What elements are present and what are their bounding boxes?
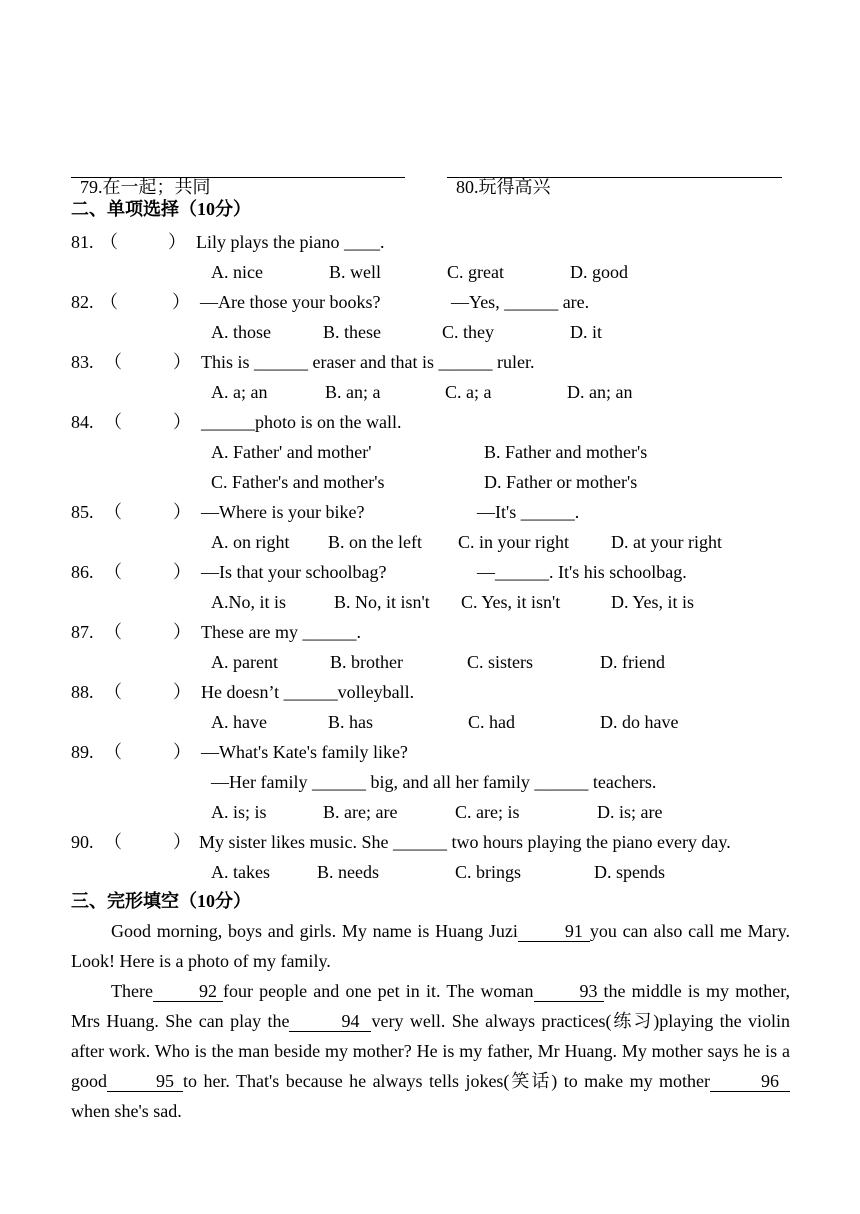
q88-option-b: B. has bbox=[328, 712, 373, 732]
vocab-80 bbox=[447, 160, 551, 196]
cloze-p2-text-4: very well. She always practices(练习)playing the violin after work. Who is the man beside my mother? He is my father, Mr Huang. My mother says he is a good bbox=[71, 1011, 791, 1091]
cloze-paragraph-1 bbox=[71, 916, 790, 976]
section3-heading: 三、完形填空（10分） bbox=[71, 891, 251, 911]
q82-option-c: C. they bbox=[442, 322, 494, 342]
cloze-blank-94[interactable]: 94 bbox=[289, 1011, 371, 1032]
vocab-80-text: 玩得高兴 bbox=[478, 177, 551, 197]
q90-option-b: B. needs bbox=[317, 862, 379, 882]
cloze-p1-text-1: Good morning, boys and girls. My name is Huang Juzi bbox=[111, 921, 518, 941]
q89-number: 89. bbox=[71, 742, 94, 762]
vocab-79-underline bbox=[71, 177, 405, 178]
cloze-blank-91[interactable]: 91 bbox=[518, 921, 590, 942]
q82-stem-answer: —Yes, ______ are. bbox=[451, 292, 590, 312]
q90-option-a: A. takes bbox=[211, 862, 270, 882]
q85-option-a: A. on right bbox=[211, 532, 290, 552]
q81-option-a: A. nice bbox=[211, 262, 263, 282]
q88-paren-close: ） bbox=[173, 682, 191, 702]
q82-paren-open: （ bbox=[100, 292, 118, 312]
q83-stem: This is ______ eraser and that is ______ ruler. bbox=[201, 352, 535, 372]
q81-paren-close: ） bbox=[168, 232, 186, 252]
q86-number: 86. bbox=[71, 562, 94, 582]
q88-option-d: D. do have bbox=[600, 712, 679, 732]
q86-stem: —Is that your schoolbag? bbox=[201, 562, 387, 582]
q89-option-a: A. is; is bbox=[211, 802, 267, 822]
q87-option-d: D. friend bbox=[600, 652, 665, 672]
q85-number: 85. bbox=[71, 502, 94, 522]
q86-option-c: C. Yes, it isn't bbox=[461, 592, 561, 612]
q88-stem: He doesn’t ______volleyball. bbox=[201, 682, 415, 702]
q82-option-b: B. these bbox=[323, 322, 381, 342]
q83-option-b: B. an; a bbox=[325, 382, 381, 402]
q86-paren-close: ） bbox=[173, 562, 191, 582]
vocab-79-text: 在一起；共同 bbox=[102, 177, 211, 197]
q87-option-a: A. parent bbox=[211, 652, 278, 672]
q90-paren-open: （ bbox=[104, 832, 122, 852]
q87-number: 87. bbox=[71, 622, 94, 642]
cloze-paragraph-2 bbox=[71, 976, 790, 1126]
cloze-blank-93[interactable]: 93 bbox=[534, 981, 604, 1002]
q85-option-c: C. in your right bbox=[458, 532, 569, 552]
q84-option-a: A. Father' and mother' bbox=[211, 442, 372, 462]
q82-option-a: A. those bbox=[211, 322, 271, 342]
q88-number: 88. bbox=[71, 682, 94, 702]
q87-option-c: C. sisters bbox=[467, 652, 534, 672]
q82-number: 82. bbox=[71, 292, 94, 312]
q88-paren-open: （ bbox=[104, 682, 122, 702]
q86-stem-answer: —______. It's his schoolbag. bbox=[477, 562, 687, 582]
q83-paren-open: （ bbox=[104, 352, 122, 372]
vocab-80-underline bbox=[447, 177, 782, 178]
cloze-p2-text-1: There bbox=[111, 981, 153, 1001]
vocab-79-number: 79. bbox=[80, 177, 103, 197]
q86-option-d: D. Yes, it is bbox=[611, 592, 695, 612]
q84-option-b: B. Father and mother's bbox=[484, 442, 648, 462]
q82-stem: —Are those your books? bbox=[200, 292, 381, 312]
cloze-blank-92[interactable]: 92 bbox=[153, 981, 223, 1002]
q89-stem: —What's Kate's family like? bbox=[201, 742, 408, 762]
q84-stem: ______photo is on the wall. bbox=[201, 412, 402, 432]
cloze-p2-text-5: to her. That's because he always tells jokes(笑话) to make my mother bbox=[183, 1071, 710, 1091]
q84-paren-open: （ bbox=[104, 412, 122, 432]
q89-option-d: D. is; are bbox=[597, 802, 663, 822]
cloze-blank-96[interactable]: 96 bbox=[710, 1071, 790, 1092]
q84-option-c: C. Father's and mother's bbox=[211, 472, 385, 492]
section2-heading: 二、单项选择（10分） bbox=[71, 199, 251, 219]
q83-number: 83. bbox=[71, 352, 94, 372]
vocab-79 bbox=[71, 160, 211, 196]
cloze-p1-text-2: you can also call me Mary. Look! Here is a photo of my family. bbox=[71, 921, 790, 971]
q87-paren-close: ） bbox=[173, 622, 191, 642]
cloze-blank-95[interactable]: 95 bbox=[107, 1071, 183, 1092]
q81-paren-open: （ bbox=[100, 232, 118, 252]
q82-paren-close: ） bbox=[172, 292, 190, 312]
cloze-p2-text-6: when she's sad. bbox=[71, 1101, 182, 1121]
q89-paren-open: （ bbox=[104, 742, 122, 762]
q81-option-c: C. great bbox=[447, 262, 504, 282]
q90-option-c: C. brings bbox=[455, 862, 522, 882]
q90-stem: My sister likes music. She ______ two hours playing the piano every day. bbox=[199, 832, 731, 852]
q81-stem: Lily plays the piano ____. bbox=[196, 232, 385, 252]
q82-option-d: D. it bbox=[570, 322, 603, 342]
q84-option-d: D. Father or mother's bbox=[484, 472, 638, 492]
q81-option-d: D. good bbox=[570, 262, 628, 282]
q85-paren-close: ） bbox=[173, 502, 191, 522]
q81-number: 81. bbox=[71, 232, 94, 252]
q83-option-d: D. an; an bbox=[567, 382, 633, 402]
q87-option-b: B. brother bbox=[330, 652, 403, 672]
q86-option-a: A.No, it is bbox=[211, 592, 287, 612]
q83-option-a: A. a; an bbox=[211, 382, 268, 402]
q90-paren-close: ） bbox=[173, 832, 191, 852]
cloze-p2-text-2: four people and one pet in it. The woman bbox=[222, 981, 534, 1001]
q89-option-c: C. are; is bbox=[455, 802, 520, 822]
q86-paren-open: （ bbox=[104, 562, 122, 582]
q88-option-a: A. have bbox=[211, 712, 267, 732]
q86-option-b: B. No, it isn't bbox=[334, 592, 430, 612]
q83-option-c: C. a; a bbox=[445, 382, 492, 402]
q89-stem-line2: —Her family ______ big, and all her family ______ teachers. bbox=[211, 772, 657, 792]
q88-option-c: C. had bbox=[468, 712, 515, 732]
q89-option-b: B. are; are bbox=[323, 802, 398, 822]
q87-paren-open: （ bbox=[104, 622, 122, 642]
q85-paren-open: （ bbox=[104, 502, 122, 522]
q81-option-b: B. well bbox=[329, 262, 381, 282]
q83-paren-close: ） bbox=[173, 352, 191, 372]
q87-stem: These are my ______. bbox=[201, 622, 361, 642]
q90-number: 90. bbox=[71, 832, 94, 852]
q84-number: 84. bbox=[71, 412, 94, 432]
q85-option-b: B. on the left bbox=[328, 532, 422, 552]
q89-paren-close: ） bbox=[173, 742, 191, 762]
q85-stem: —Where is your bike? bbox=[201, 502, 365, 522]
q85-stem-answer: —It's ______. bbox=[477, 502, 580, 522]
q84-paren-close: ） bbox=[173, 412, 191, 432]
q90-option-d: D. spends bbox=[594, 862, 665, 882]
q85-option-d: D. at your right bbox=[611, 532, 722, 552]
vocab-80-number: 80. bbox=[456, 177, 479, 197]
cloze-p2-text-3: the middle is my mother, Mrs Huang. She can play the bbox=[71, 981, 790, 1031]
